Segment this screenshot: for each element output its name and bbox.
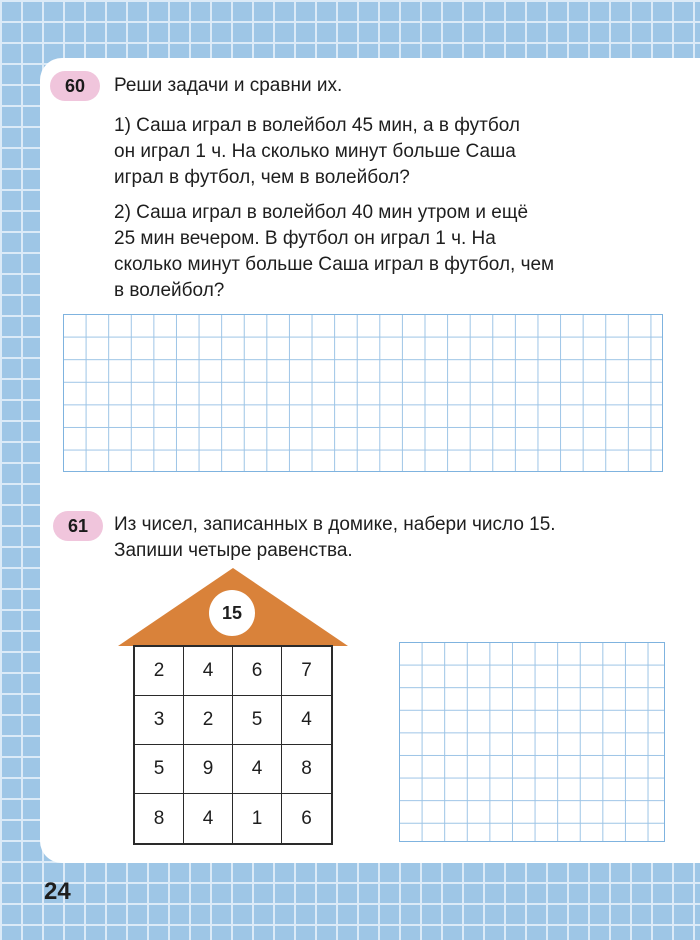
problem-1-line-3: играл в футбол, чем в волейбол? [114,167,410,188]
house-cell: 2 [184,696,233,745]
task-61-number: 61 [67,515,89,536]
answer-grid-60[interactable] [63,314,663,472]
house-cell: 6 [301,807,312,829]
house-cell: 9 [184,745,233,794]
house-cell: 2 [135,647,184,696]
house-cell: 4 [282,696,331,745]
house-cell: 5 [233,696,282,745]
house-cell: 1 [233,794,282,843]
task-60-heading: Реши задачи и сравни их. [114,75,343,96]
house-cell: 6 [233,647,282,696]
page-number: 24 [44,878,71,905]
problem-1-line-2: он играл 1 ч. На сколько минут больше Саша [114,141,516,162]
house-cell: 4 [233,745,282,794]
house-cell: 7 [282,647,331,696]
problem-2-line-2: 25 мин вечером. В футбол он играл 1 ч. На [114,228,496,249]
problem-1-line-1: 1) Саша играл в волейбол 45 мин, а в футбол [114,115,520,136]
problem-2-line-1: 2) Саша играл в волейбол 40 мин утром и ещё [114,202,529,223]
house-cell: 8 [135,794,184,843]
problem-2-line-4: в волейбол? [114,280,225,301]
house-roof-number: 15 [209,590,255,636]
house-number-grid [133,645,333,845]
house-cell: 8 [282,745,331,794]
task-60-badge [50,71,100,101]
house-cell: 4 [184,647,233,696]
house-cell: 3 [135,696,184,745]
house-cell: 4 [184,794,233,843]
task-61-line-2: Запиши четыре равенства. [114,540,353,561]
answer-grid-61[interactable] [399,642,665,842]
task-61-badge [53,511,103,541]
task-61-line-1: Из чисел, записанных в домике, набери число 15. [114,514,556,535]
problem-2-line-3: сколько минут больше Саша играл в футбол, чем [114,254,555,275]
task-60-number: 60 [64,75,86,96]
house-cell: 5 [135,745,184,794]
